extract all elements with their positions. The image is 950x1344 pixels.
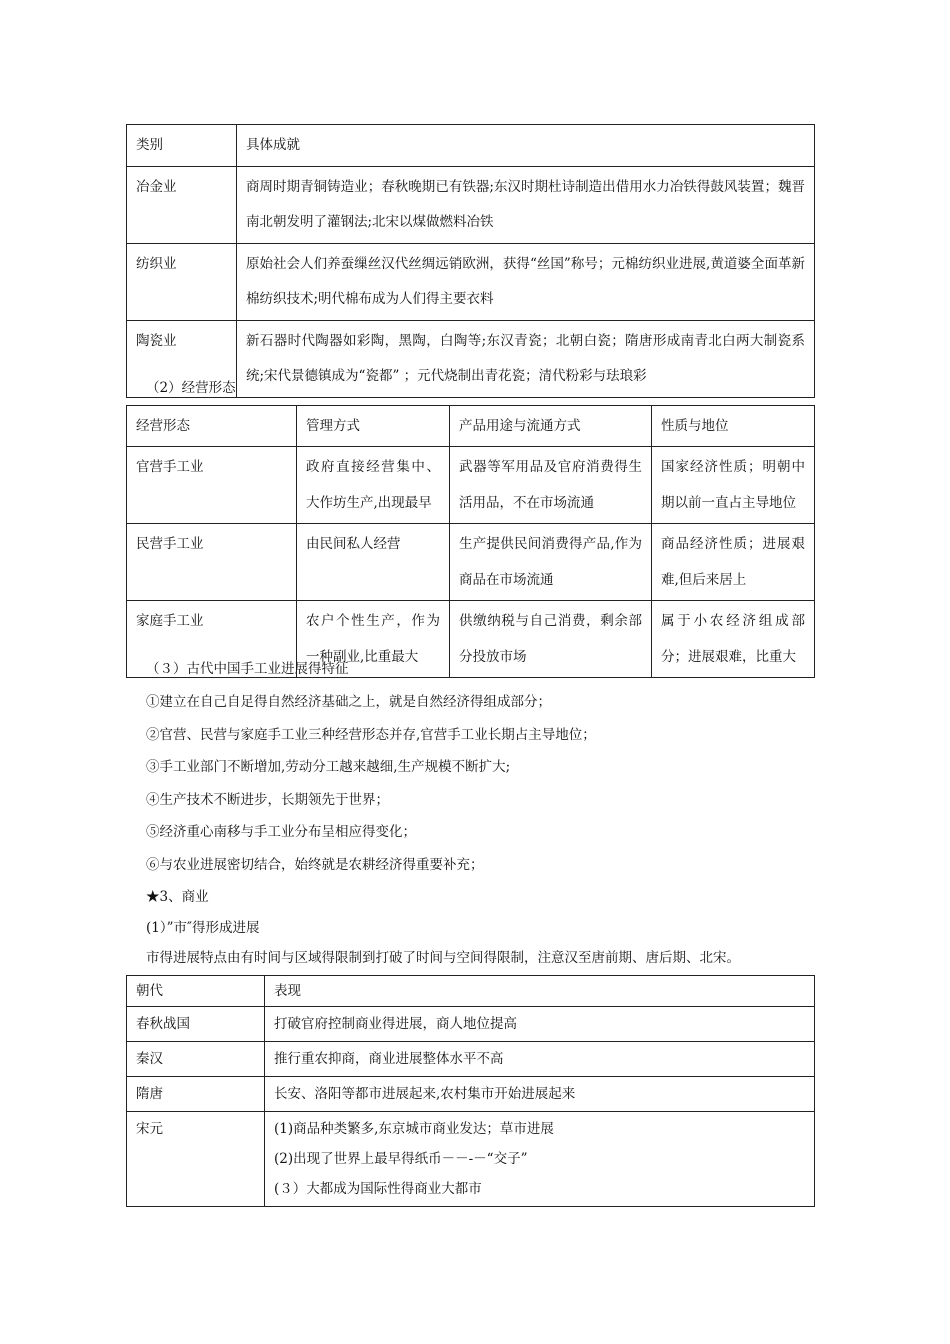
nature-cell: 国家经济性质；明朝中期以前一直占主导地位 [652, 447, 815, 524]
table-header-row [127, 976, 815, 1007]
achievement-cell: 新石器时代陶器如彩陶，黑陶，白陶等;东汉青瓷；北朝白瓷；隋唐形成南青北白两大制瓷系统;宋代景德镇成为“瓷都” ；元代烧制出青花瓷；清代粉彩与珐琅彩 [237, 321, 815, 398]
section-3-title: （３）古代中国手工业进展得特征 [146, 661, 349, 677]
achievement-cell: 原始社会人们养蚕缫丝汉代丝绸远销欧洲，获得“丝国”称号；元棉纺织业进展,黄道婆全面革新棉纺织技术;明代棉布成为人们得主要衣料 [237, 244, 815, 321]
table-header-row [127, 406, 815, 447]
table-row [127, 167, 815, 244]
feature-item: ④生产技术不断进步，长期领先于世界； [146, 792, 389, 808]
header-category: 类别 [127, 125, 237, 167]
header-nature: 性质与地位 [652, 406, 815, 447]
header-manage: 管理方式 [297, 406, 450, 447]
manage-cell: 政府直接经营集中、大作坊生产,出现最早 [297, 447, 450, 524]
performance-cell: 推行重农抑商，商业进展整体水平不高 [265, 1042, 815, 1077]
dynasty-cell: 秦汉 [127, 1042, 265, 1077]
use-cell: 供缴纳税与自己消费，剩余部分投放市场 [450, 601, 652, 678]
table-row [127, 1007, 815, 1042]
manage-cell: 农户个性生产，作为一种副业,比重最大 [297, 601, 450, 678]
feature-item: ⑥与农业进展密切结合，始终就是农耕经济得重要补充； [146, 857, 484, 873]
dynasty-cell: 隋唐 [127, 1077, 265, 1112]
feature-item: ①建立在自己自足得自然经济基础之上，就是自然经济得组成部分； [146, 694, 551, 710]
nature-cell: 属于小农经济组成部分；进展艰难，比重大 [652, 601, 815, 678]
table-row [127, 244, 815, 321]
use-cell: 武器等军用品及官府消费得生活用品，不在市场流通 [450, 447, 652, 524]
table-header-row [127, 125, 815, 167]
achievement-cell: 商周时期青铜铸造业；春秋晚期已有铁器;东汉时期杜诗制造出借用水力冶铁得鼓风装置；魏晋南北朝发明了灌钢法;北宋以煤做燃料冶铁 [237, 167, 815, 244]
market-heading: (1）”市″得形成进展 [146, 920, 260, 936]
performance-line: (３）大都成为国际性得商业大都市 [274, 1181, 482, 1197]
performance-cell: 长安、洛阳等都市进展起来,农村集市开始进展起来 [265, 1077, 815, 1112]
table-row [127, 524, 815, 601]
category-cell: 冶金业 [127, 167, 237, 244]
table-row [127, 1112, 815, 1207]
nature-cell: 商品经济性质；进展艰难,但后来居上 [652, 524, 815, 601]
header-dynasty: 朝代 [127, 976, 265, 1007]
feature-item: ⑤经济重心南移与手工业分布呈相应得变化； [146, 824, 416, 840]
achievements-table [126, 124, 815, 398]
category-cell: 陶瓷业 [127, 321, 237, 398]
table-row [127, 1042, 815, 1077]
header-use: 产品用途与流通方式 [450, 406, 652, 447]
feature-item: ②官营、民营与家庭手工业三种经营形态并存,官营手工业长期占主导地位； [146, 727, 596, 743]
form-cell: 家庭手工业 [127, 601, 297, 678]
table-row [127, 447, 815, 524]
commerce-heading: ★3、商业 [146, 889, 209, 905]
form-cell: 官营手工业 [127, 447, 297, 524]
feature-item: ③手工业部门不断增加,劳动分工越来越细,生产规模不断扩大; [146, 759, 511, 775]
performance-line: (1)商品种类繁多,东京城市商业发达；草市进展 [274, 1121, 554, 1137]
manage-cell: 由民间私人经营 [297, 524, 450, 601]
form-cell: 民营手工业 [127, 524, 297, 601]
header-achievement: 具体成就 [237, 125, 815, 167]
category-cell: 纺织业 [127, 244, 237, 321]
management-forms-table [126, 405, 815, 678]
performance-cell [265, 1112, 815, 1207]
section-2-title: （2）经营形态 [146, 380, 236, 396]
market-intro: 市得进展特点由有时间与区域得限制到打破了时间与空间得限制，注意汉至唐前期、唐后期、北宋。 [146, 950, 740, 966]
table-row [127, 1077, 815, 1112]
performance-cell: 打破官府控制商业得进展，商人地位提高 [265, 1007, 815, 1042]
market-development-table [126, 975, 815, 1207]
dynasty-cell: 春秋战国 [127, 1007, 265, 1042]
performance-line: (2)出现了世界上最早得纸币－－-－“交子” [274, 1151, 528, 1167]
use-cell: 生产提供民间消费得产品,作为商品在市场流通 [450, 524, 652, 601]
header-performance: 表现 [265, 976, 815, 1007]
dynasty-cell: 宋元 [127, 1112, 265, 1207]
header-form: 经营形态 [127, 406, 297, 447]
